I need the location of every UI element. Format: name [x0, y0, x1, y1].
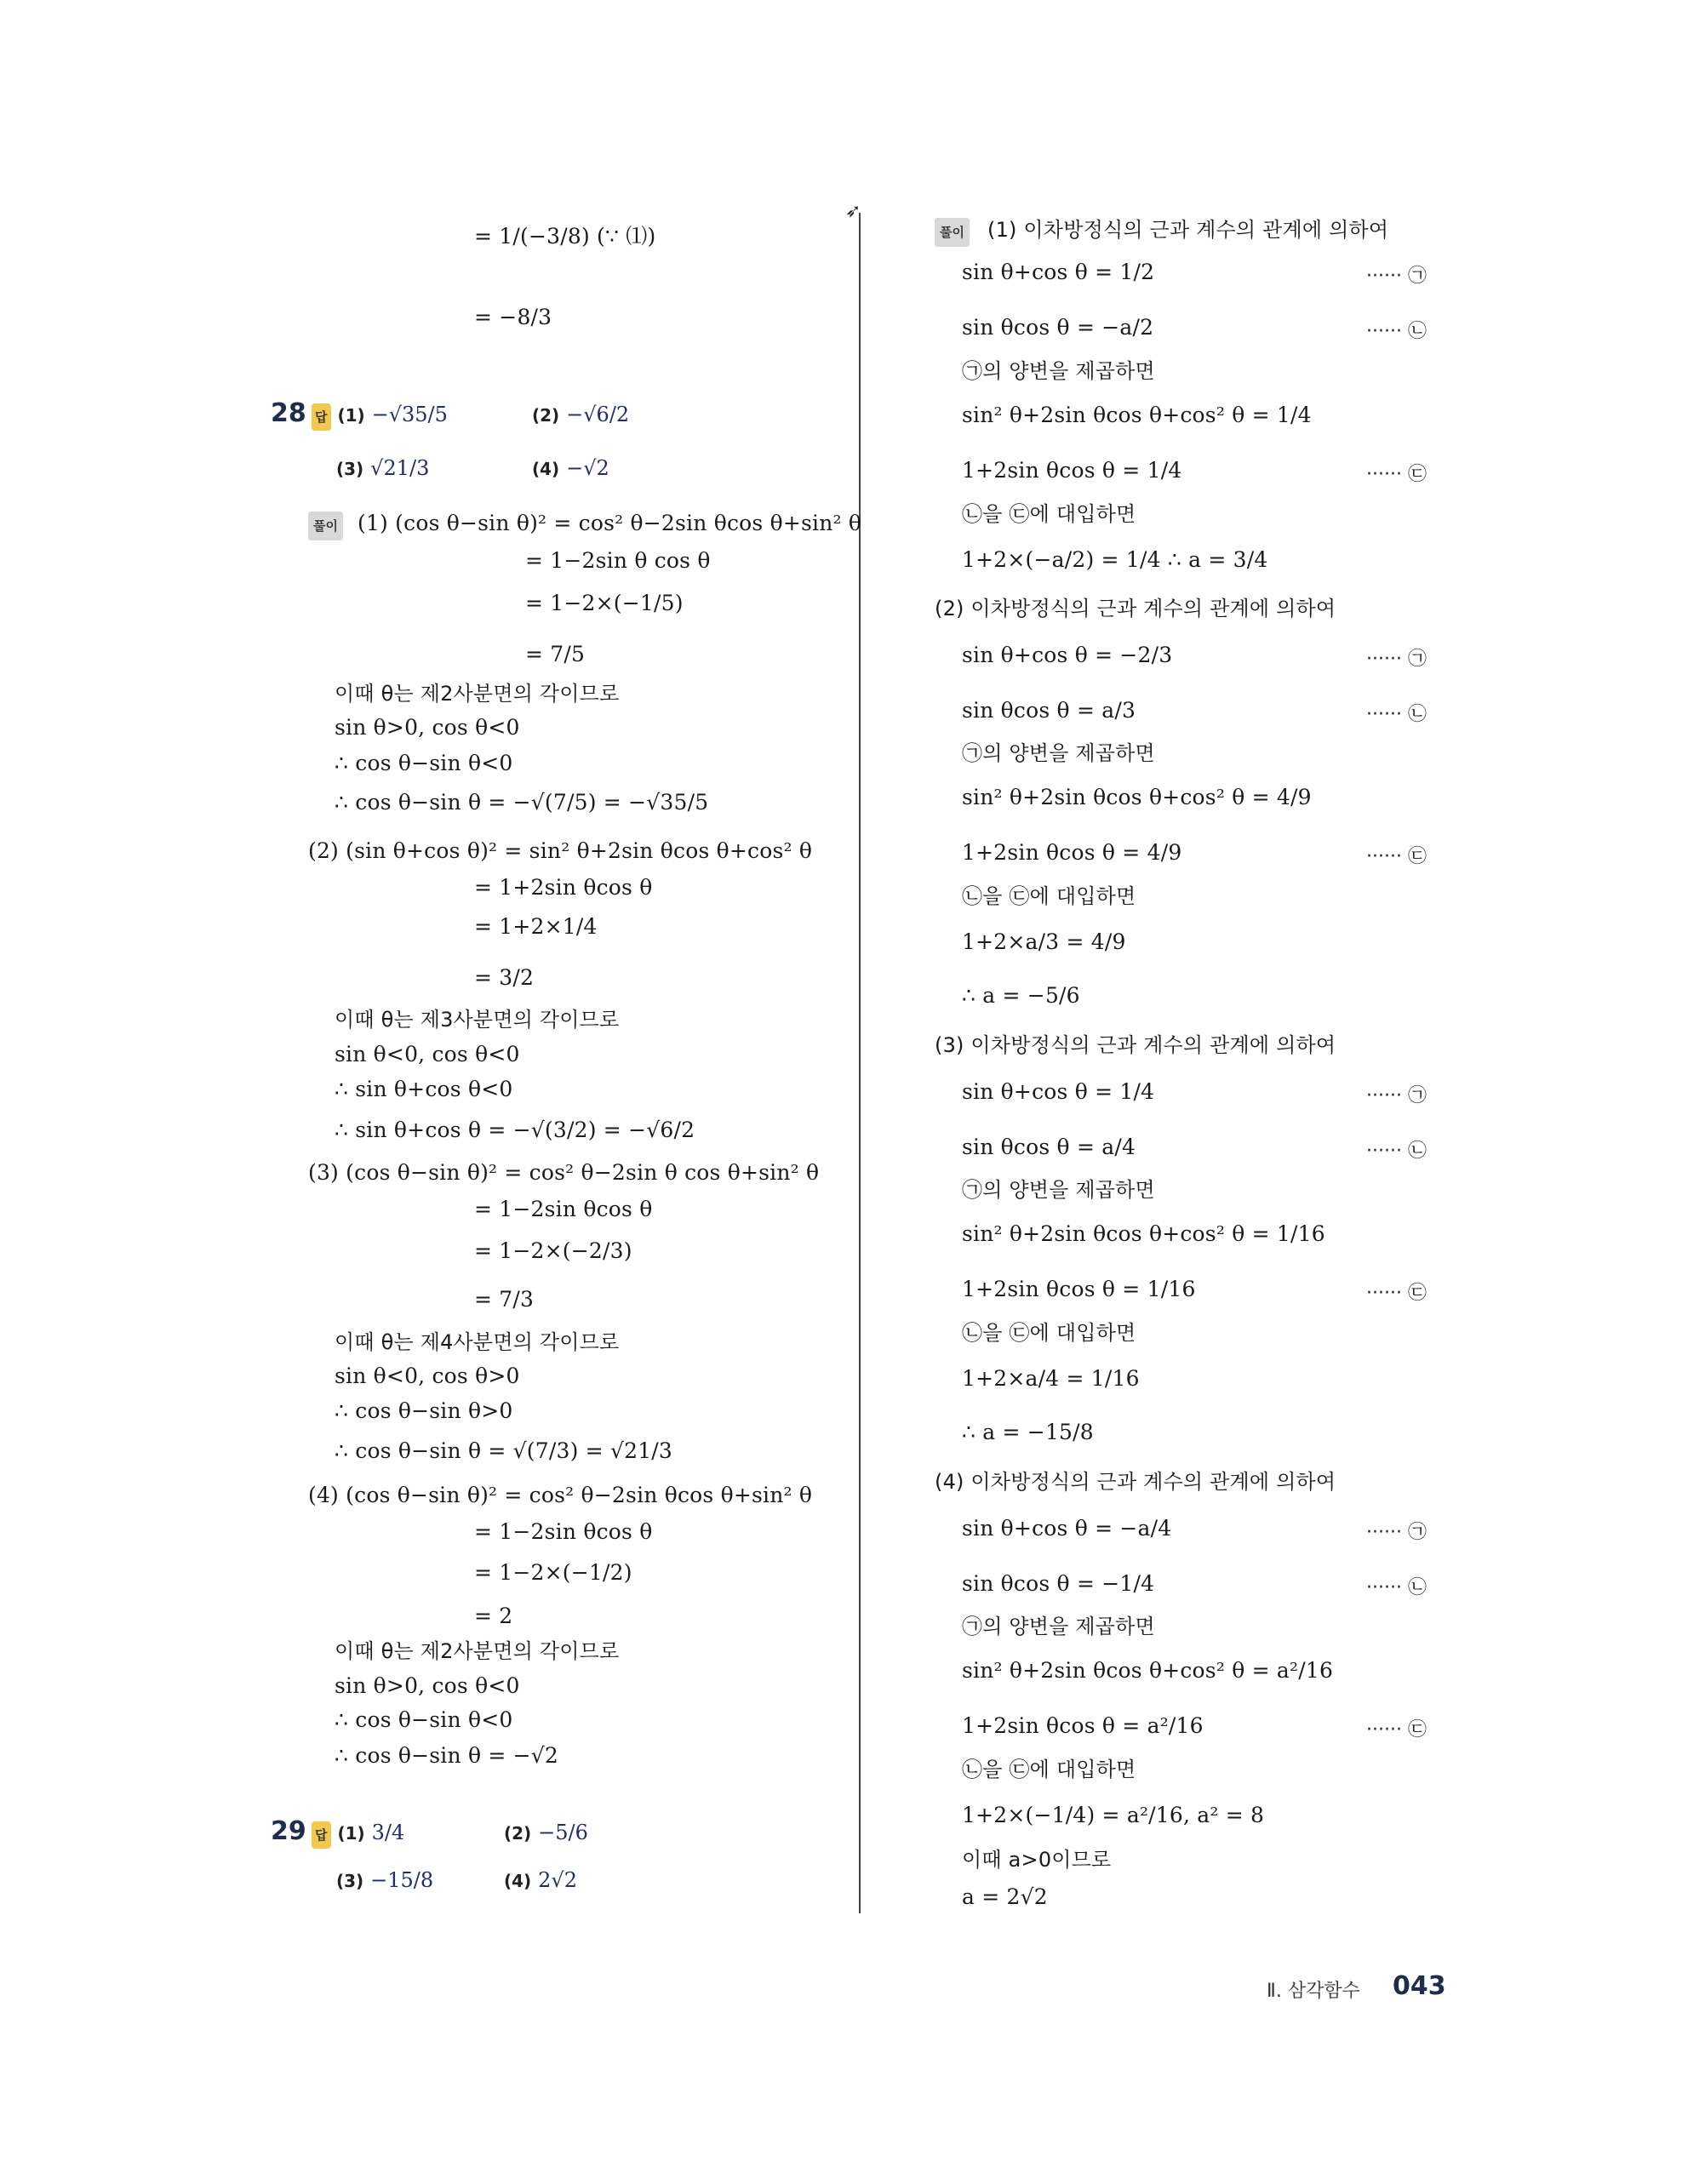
right-solution-line: sin² θ+2sin θcos θ+cos² θ = 1/4 [962, 403, 1312, 427]
q28-solution-line: ∴ cos θ−sin θ<0 [335, 1707, 513, 1732]
answer-value: −5/6 [538, 1821, 588, 1844]
q28-answer-2 [532, 402, 629, 428]
q29-answer-3 [336, 1867, 433, 1894]
q28-solution-line: sin θ<0, cos θ<0 [335, 1042, 520, 1066]
answer-label: (2) [504, 1823, 532, 1844]
q28-solution-line: 이때 θ는 제2사분면의 각이므로 [335, 1639, 620, 1663]
right-solution-line: sin² θ+2sin θcos θ+cos² θ = a²/16 [962, 1658, 1334, 1683]
answer-value: −√2 [566, 456, 609, 480]
equation-mark: ······ ㉠ [1366, 1522, 1427, 1543]
q28-solution-line: ∴ cos θ−sin θ = −√2 [335, 1743, 559, 1768]
right-solution-line: (3) 이차방정식의 근과 계수의 관계에 의하여 [935, 1033, 1336, 1057]
q28-solution-line: sin θ>0, cos θ<0 [335, 1673, 520, 1698]
q28-answer-1 [312, 402, 448, 431]
equation-mark: ······ ㉡ [1366, 1141, 1427, 1162]
q28-solution-line: = 1−2×(−1/2) [474, 1560, 632, 1585]
q28-solution-line: sin θ>0, cos θ<0 [335, 715, 520, 740]
eq-cont-2: = −8/3 [474, 305, 552, 329]
equation-mark: ······ ㉡ [1366, 704, 1427, 725]
q28-solution-line: (4) (cos θ−sin θ)² = cos² θ−2sin θcos θ+sin² θ [308, 1483, 813, 1507]
q28-solution-line: 이때 θ는 제2사분면의 각이므로 [335, 682, 620, 706]
equation-mark: ······ ㉡ [1366, 1577, 1427, 1598]
q28-solution-line: = 1−2×(−2/3) [474, 1238, 632, 1263]
right-solution-line: ㉠의 양변을 제곱하면 [962, 1178, 1155, 1202]
q28-solution-tag [308, 511, 343, 540]
right-solution-line: 1+2×(−a/2) = 1/4 ∴ a = 3/4 [962, 547, 1268, 572]
q28-solution-line: = 1+2sin θcos θ [474, 875, 653, 900]
q28-solution-line: ∴ cos θ−sin θ = −√(7/5) = −√35/5 [335, 790, 709, 815]
answer-label: (3) [336, 1871, 364, 1891]
question-number-28: 28 [271, 398, 306, 428]
right-solution-line: 1+2sin θcos θ = a²/16 [962, 1713, 1204, 1738]
right-solution-line: sin² θ+2sin θcos θ+cos² θ = 4/9 [962, 785, 1312, 809]
equation-mark: ······ ㉢ [1366, 1719, 1427, 1741]
right-solution-line: a = 2√2 [962, 1884, 1048, 1909]
right-solution-line: sin θ+cos θ = 1/2 [962, 260, 1155, 284]
right-solution-line: sin θ+cos θ = 1/4 [962, 1079, 1155, 1104]
equation-mark: ······ ㉡ [1366, 321, 1427, 342]
answer-label: (4) [504, 1871, 532, 1891]
q28-solution-line: 이때 θ는 제3사분면의 각이므로 [335, 1008, 620, 1032]
q28-solution-line: ∴ cos θ−sin θ = √(7/3) = √21/3 [335, 1438, 673, 1463]
solution-tag: 풀이 [935, 218, 970, 247]
right-solution-tag [935, 217, 970, 247]
right-solution-line: 1+2sin θcos θ = 1/16 [962, 1277, 1196, 1301]
q28-solution-line: = 1−2sin θ cos θ [525, 548, 711, 573]
answer-value: √21/3 [370, 456, 430, 480]
footer [1267, 1976, 1360, 2003]
q28-solution-line: ∴ sin θ+cos θ<0 [335, 1077, 513, 1101]
answer-label: (1) [337, 1823, 365, 1844]
equation-mark: ······ ㉢ [1366, 846, 1427, 867]
right-solution-line: ㉡을 ㉢에 대입하면 [962, 502, 1136, 526]
right-solution-line: ∴ a = −5/6 [962, 983, 1080, 1008]
q28-solution-line: ∴ cos θ−sin θ>0 [335, 1398, 513, 1423]
right-solution-line: sin² θ+2sin θcos θ+cos² θ = 1/16 [962, 1221, 1325, 1246]
column-divider [859, 213, 861, 1913]
right-solution-line: ㉠의 양변을 제곱하면 [962, 1615, 1155, 1638]
q28-solution-line: 이때 θ는 제4사분면의 각이므로 [335, 1330, 620, 1354]
answer-label: (4) [532, 459, 560, 479]
eq-cont-1: = 1/(−3/8) (∵ ⑴) [474, 224, 656, 249]
right-solution-line: (1) 이차방정식의 근과 계수의 관계에 의하여 [987, 218, 1389, 242]
q28-answer-3 [336, 455, 429, 482]
q28-solution-line: (3) (cos θ−sin θ)² = cos² θ−2sin θ cos θ+sin² θ [308, 1160, 820, 1185]
equation-mark: ······ ㉢ [1366, 464, 1427, 485]
right-solution-line: sin θcos θ = −a/2 [962, 315, 1154, 340]
q28-solution-line: (1) (cos θ−sin θ)² = cos² θ−2sin θcos θ+sin² θ [358, 511, 862, 535]
right-solution-line: ㉠의 양변을 제곱하면 [962, 741, 1155, 765]
solution-tag: 풀이 [308, 512, 343, 540]
answer-value: 3/4 [371, 1821, 405, 1844]
answer-value: −15/8 [370, 1868, 434, 1892]
answer-label: (1) [337, 405, 365, 426]
question-number-29: 29 [271, 1816, 306, 1846]
q29-answer-4 [504, 1867, 577, 1894]
equation-mark: ······ ㉢ [1366, 1283, 1427, 1304]
right-solution-line: 1+2sin θcos θ = 4/9 [962, 840, 1182, 865]
right-solution-line: ㉡을 ㉢에 대입하면 [962, 1758, 1136, 1781]
answer-value: 2√2 [538, 1868, 577, 1892]
equation-mark: ······ ㉠ [1366, 649, 1427, 670]
right-solution-line: sin θcos θ = a/4 [962, 1135, 1136, 1159]
right-solution-line: 1+2×a/4 = 1/16 [962, 1366, 1140, 1391]
q28-solution-line: sin θ<0, cos θ>0 [335, 1364, 520, 1388]
right-solution-line: 1+2sin θcos θ = 1/4 [962, 458, 1182, 483]
q28-solution-line: = 1−2sin θcos θ [474, 1519, 653, 1544]
q28-solution-line: = 7/3 [474, 1287, 535, 1312]
right-solution-line: 이때 a>0이므로 [962, 1848, 1112, 1872]
answer-value: −√6/2 [566, 403, 630, 426]
q28-solution-line: = 1−2×(−1/5) [525, 591, 684, 615]
answer-tag: 답 [312, 1821, 331, 1849]
q29-answer-2 [504, 1820, 588, 1846]
right-solution-line: sin θcos θ = a/3 [962, 698, 1136, 723]
footer-section: Ⅱ. 삼각함수 [1267, 1981, 1360, 2002]
q29-answer-1 [312, 1820, 404, 1849]
right-solution-line: ∴ a = −15/8 [962, 1420, 1094, 1444]
q28-solution-line: = 7/5 [525, 642, 586, 666]
right-solution-line: (2) 이차방정식의 근과 계수의 관계에 의하여 [935, 597, 1336, 620]
answer-label: (3) [336, 459, 364, 479]
arrow-icon: ➶ [845, 201, 861, 222]
equation-mark: ······ ㉠ [1366, 266, 1427, 287]
q28-solution-line: = 1+2×1/4 [474, 914, 598, 939]
answer-value: −√35/5 [371, 403, 448, 426]
right-solution-line: ㉠의 양변을 제곱하면 [962, 359, 1155, 383]
right-solution-line: 1+2×a/3 = 4/9 [962, 929, 1126, 954]
q28-answer-4 [532, 455, 609, 482]
right-solution-line: (4) 이차방정식의 근과 계수의 관계에 의하여 [935, 1470, 1336, 1494]
right-solution-line: sin θ+cos θ = −2/3 [962, 643, 1173, 667]
answer-label: (2) [532, 405, 560, 426]
q28-solution-line: ∴ cos θ−sin θ<0 [335, 751, 513, 775]
answer-tag: 답 [312, 403, 331, 431]
right-solution-line: sin θcos θ = −1/4 [962, 1571, 1155, 1596]
footer-page: 043 [1393, 1971, 1446, 2001]
right-solution-line: sin θ+cos θ = −a/4 [962, 1516, 1172, 1541]
right-solution-line: 1+2×(−1/4) = a²/16, a² = 8 [962, 1803, 1265, 1827]
q28-solution-line: ∴ sin θ+cos θ = −√(3/2) = −√6/2 [335, 1118, 695, 1142]
q28-solution-line: (2) (sin θ+cos θ)² = sin² θ+2sin θcos θ+cos² θ [308, 838, 813, 863]
q28-solution-line: = 1−2sin θcos θ [474, 1197, 653, 1221]
right-solution-line: ㉡을 ㉢에 대입하면 [962, 884, 1136, 908]
q28-solution-line: = 2 [474, 1604, 513, 1628]
equation-mark: ······ ㉠ [1366, 1085, 1427, 1106]
q28-solution-line: = 3/2 [474, 965, 535, 990]
right-solution-line: ㉡을 ㉢에 대입하면 [962, 1321, 1136, 1345]
